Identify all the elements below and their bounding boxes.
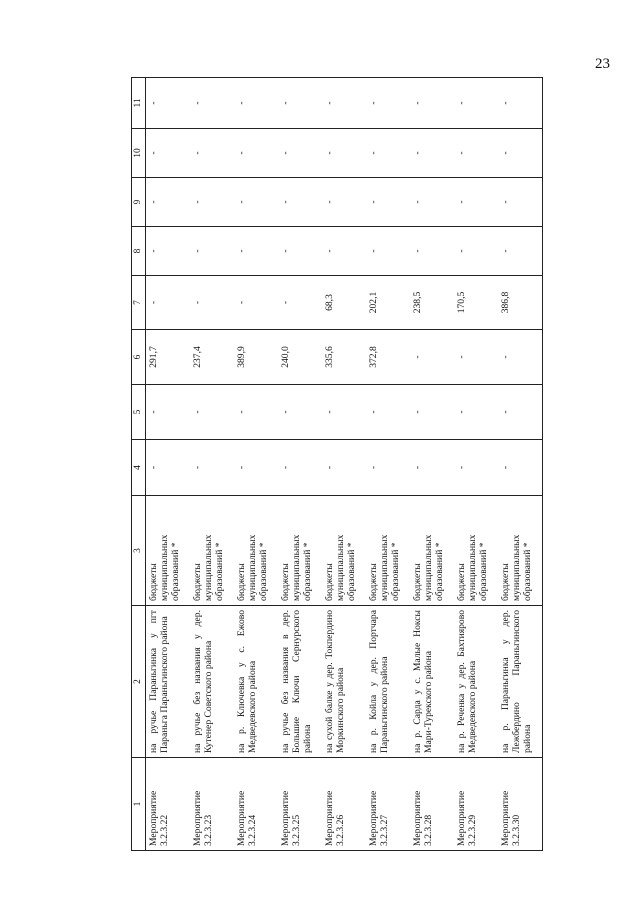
funding-source-cell: бюджеты муниципальных образований * bbox=[278, 496, 322, 606]
value-cell: - bbox=[410, 440, 454, 496]
funding-source-cell: бюджеты муниципальных образований * bbox=[410, 496, 454, 606]
value-cell: - bbox=[454, 78, 498, 129]
location-cell: на ручье Параньгинка у пгт Параньга Параньгинского района bbox=[146, 606, 191, 758]
column-number: 4 bbox=[132, 440, 146, 496]
value-cell: - bbox=[322, 78, 366, 129]
value-cell: - bbox=[234, 276, 278, 330]
value-cell: - bbox=[190, 276, 234, 330]
event-cell: Мероприятие 3.2.3.24 bbox=[234, 758, 278, 851]
column-number: 8 bbox=[132, 227, 146, 276]
event-cell: Мероприятие 3.2.3.28 bbox=[410, 758, 454, 851]
value-cell: - bbox=[146, 276, 191, 330]
value-cell: - bbox=[146, 178, 191, 227]
table-row bbox=[278, 78, 322, 851]
value-cell: - bbox=[454, 440, 498, 496]
value-cell: - bbox=[322, 227, 366, 276]
value-cell: 240,0 bbox=[278, 330, 322, 385]
value-cell: - bbox=[234, 385, 278, 440]
value-cell: - bbox=[410, 178, 454, 227]
location-cell: на сухой балке у дер. Токпердино Моркинского района bbox=[322, 606, 366, 758]
table-body bbox=[132, 78, 543, 851]
column-number: 2 bbox=[132, 606, 146, 758]
value-cell: 372,8 bbox=[366, 330, 410, 385]
value-cell: - bbox=[498, 178, 543, 227]
value-cell: - bbox=[146, 78, 191, 129]
value-cell: - bbox=[366, 385, 410, 440]
value-cell: - bbox=[410, 78, 454, 129]
value-cell: - bbox=[146, 385, 191, 440]
value-cell: - bbox=[190, 385, 234, 440]
value-cell: - bbox=[322, 440, 366, 496]
value-cell: - bbox=[366, 78, 410, 129]
value-cell: - bbox=[454, 178, 498, 227]
column-number: 3 bbox=[132, 496, 146, 606]
value-cell: - bbox=[454, 227, 498, 276]
event-cell: Мероприятие 3.2.3.23 bbox=[190, 758, 234, 851]
column-number: 7 bbox=[132, 276, 146, 330]
value-cell: - bbox=[410, 330, 454, 385]
event-cell: Мероприятие 3.2.3.27 bbox=[366, 758, 410, 851]
value-cell: 335,6 bbox=[322, 330, 366, 385]
column-number: 1 bbox=[132, 758, 146, 851]
value-cell: - bbox=[498, 129, 543, 178]
value-cell: 237,4 bbox=[190, 330, 234, 385]
funding-source-cell: бюджеты муниципальных образований * bbox=[454, 496, 498, 606]
event-cell: Мероприятие 3.2.3.22 bbox=[146, 758, 191, 851]
location-cell: на ручье без названия у дер. Кутенер Советского района bbox=[190, 606, 234, 758]
value-cell: - bbox=[234, 178, 278, 227]
funding-source-cell: бюджеты муниципальных образований * bbox=[190, 496, 234, 606]
value-cell: - bbox=[190, 78, 234, 129]
program-events-table bbox=[131, 77, 543, 851]
value-cell: - bbox=[454, 385, 498, 440]
value-cell: - bbox=[498, 440, 543, 496]
value-cell: 170,5 bbox=[454, 276, 498, 330]
event-cell: Мероприятие 3.2.3.26 bbox=[322, 758, 366, 851]
value-cell: - bbox=[190, 227, 234, 276]
value-cell: - bbox=[410, 227, 454, 276]
table-row bbox=[410, 78, 454, 851]
value-cell: - bbox=[146, 129, 191, 178]
value-cell: 291,7 bbox=[146, 330, 191, 385]
location-cell: на р. Реченка у дер. Бахтиярово Медведевского района bbox=[454, 606, 498, 758]
location-cell: на ручье без названия в дер. Большие Ключи Сернурского района bbox=[278, 606, 322, 758]
rotated-table-wrapper bbox=[131, 78, 534, 851]
value-cell: - bbox=[454, 129, 498, 178]
value-cell: - bbox=[278, 227, 322, 276]
value-cell: 238,5 bbox=[410, 276, 454, 330]
funding-source-cell: бюджеты муниципальных образований * bbox=[146, 496, 191, 606]
location-cell: на р. Параньгинка у дер. Лежбердино Параньгинского района bbox=[498, 606, 543, 758]
value-cell: - bbox=[322, 385, 366, 440]
value-cell: - bbox=[322, 178, 366, 227]
funding-source-cell: бюджеты муниципальных образований * bbox=[234, 496, 278, 606]
column-number: 10 bbox=[132, 129, 146, 178]
value-cell: - bbox=[234, 440, 278, 496]
table-row bbox=[498, 78, 543, 851]
event-cell: Мероприятие 3.2.3.29 bbox=[454, 758, 498, 851]
table-row bbox=[190, 78, 234, 851]
funding-source-cell: бюджеты муниципальных образований * bbox=[498, 496, 543, 606]
value-cell: - bbox=[146, 227, 191, 276]
value-cell: - bbox=[278, 78, 322, 129]
value-cell: - bbox=[366, 129, 410, 178]
table-row bbox=[454, 78, 498, 851]
value-cell: - bbox=[322, 129, 366, 178]
value-cell: - bbox=[278, 440, 322, 496]
value-cell: - bbox=[498, 330, 543, 385]
funding-source-cell: бюджеты муниципальных образований * bbox=[322, 496, 366, 606]
page-number: 23 bbox=[595, 56, 610, 72]
column-number: 5 bbox=[132, 385, 146, 440]
value-cell: - bbox=[498, 227, 543, 276]
value-cell: - bbox=[366, 440, 410, 496]
column-number: 6 bbox=[132, 330, 146, 385]
table-row bbox=[234, 78, 278, 851]
column-number-row bbox=[132, 78, 146, 851]
value-cell: 386,8 bbox=[498, 276, 543, 330]
value-cell: - bbox=[454, 330, 498, 385]
value-cell: - bbox=[498, 78, 543, 129]
funding-source-cell: бюджеты муниципальных образований * bbox=[366, 496, 410, 606]
value-cell: 202,1 bbox=[366, 276, 410, 330]
column-number: 9 bbox=[132, 178, 146, 227]
value-cell: - bbox=[278, 385, 322, 440]
table-row bbox=[322, 78, 366, 851]
value-cell: - bbox=[190, 129, 234, 178]
location-cell: на р. Сарда у с. Малые Ноксы Мари-Турекского района bbox=[410, 606, 454, 758]
value-cell: - bbox=[498, 385, 543, 440]
value-cell: - bbox=[278, 276, 322, 330]
value-cell: - bbox=[146, 440, 191, 496]
value-cell: - bbox=[366, 178, 410, 227]
location-cell: на р. Ключевка у с. Ежово Медведевского района bbox=[234, 606, 278, 758]
value-cell: - bbox=[366, 227, 410, 276]
value-cell: - bbox=[410, 385, 454, 440]
value-cell: - bbox=[278, 178, 322, 227]
event-cell: Мероприятие 3.2.3.30 bbox=[498, 758, 543, 851]
value-cell: - bbox=[278, 129, 322, 178]
value-cell: 389,9 bbox=[234, 330, 278, 385]
value-cell: - bbox=[190, 178, 234, 227]
column-number: 11 bbox=[132, 78, 146, 129]
value-cell: - bbox=[410, 129, 454, 178]
value-cell: - bbox=[234, 129, 278, 178]
value-cell: - bbox=[190, 440, 234, 496]
value-cell: - bbox=[234, 78, 278, 129]
table-row bbox=[146, 78, 191, 851]
event-cell: Мероприятие 3.2.3.25 bbox=[278, 758, 322, 851]
location-cell: на р. Койла у дер. Портчара Параньгинского района bbox=[366, 606, 410, 758]
table-row bbox=[366, 78, 410, 851]
value-cell: 68,3 bbox=[322, 276, 366, 330]
value-cell: - bbox=[234, 227, 278, 276]
